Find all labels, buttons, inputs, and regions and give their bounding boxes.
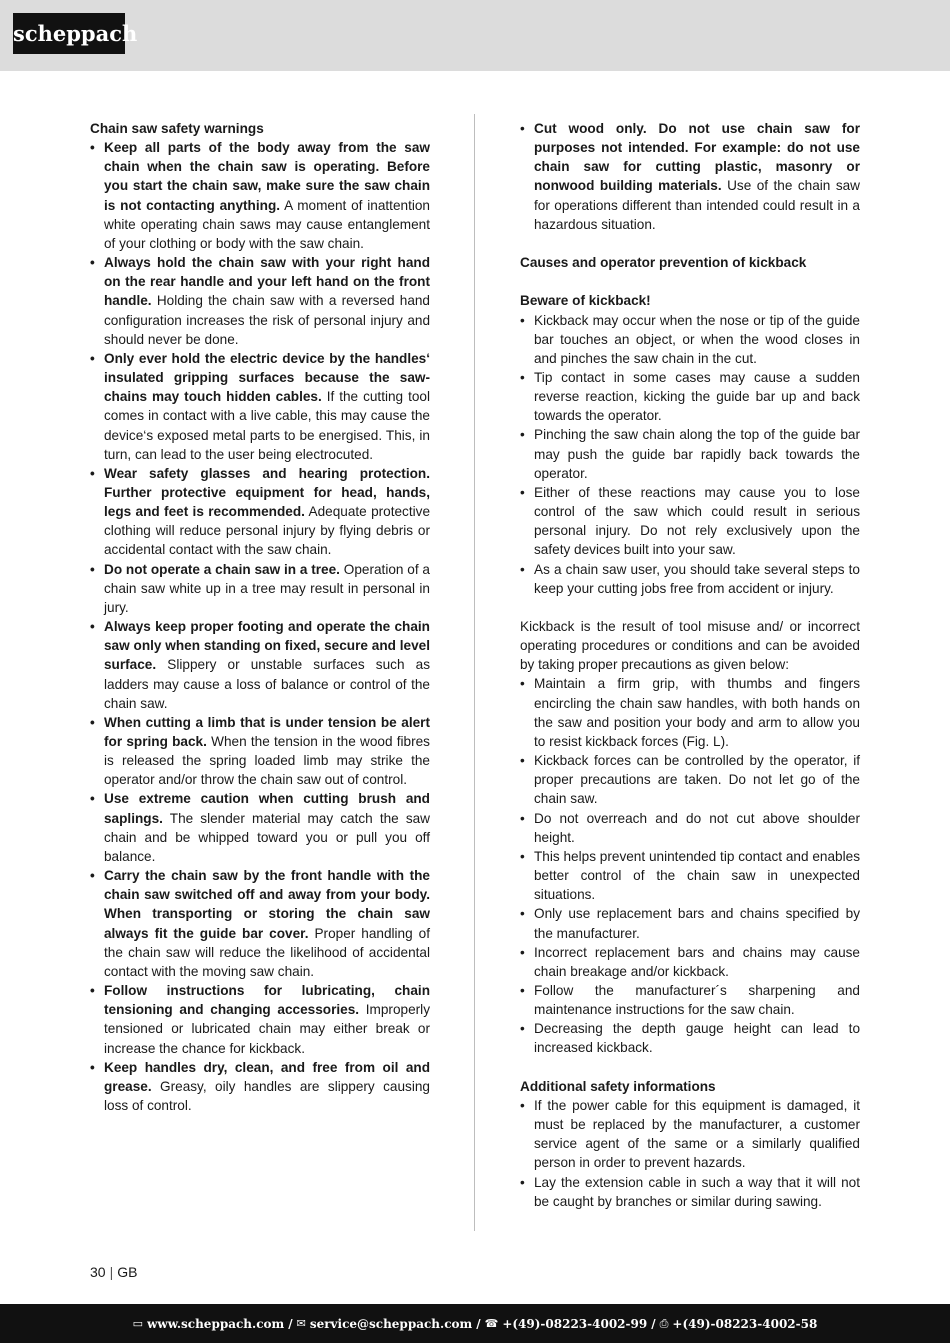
bullet-icon: • — [520, 1097, 525, 1113]
bullet-icon: • — [520, 982, 525, 998]
list-item — [90, 617, 430, 713]
item-bold-text: Only ever hold the electric device by the handles‘ insulated gripping surfaces because the saw-chains may touch hidden cables. — [104, 350, 430, 405]
item-text: If the power cable for this equipment is damaged, it must be replaced by the manufacturer, a customer service agent of the same or a similarly qualified person in order to prevent hazards. — [534, 1097, 860, 1171]
bullet-icon: • — [520, 906, 525, 922]
section-heading: Chain saw safety warnings — [90, 121, 264, 136]
fax-icon: ⎙ — [659, 1316, 669, 1330]
bullet-icon: • — [520, 1174, 525, 1190]
page-separator: | — [109, 1264, 114, 1280]
item-bold-text: Do not operate a chain saw in a tree. — [104, 561, 340, 577]
bullet-icon: • — [520, 370, 525, 385]
bullet-icon: • — [520, 561, 525, 577]
list-item — [90, 560, 430, 617]
footer-phone: +(49)-08223-4002-99 — [502, 1316, 648, 1331]
precaution-list — [520, 674, 860, 1057]
item-text: A moment of inattention white operating chain saws may cause entanglement of your clothing or body with the saw chain. — [104, 197, 430, 251]
footer-email[interactable]: service@scheppach.com — [309, 1316, 473, 1331]
list-item — [520, 560, 860, 598]
bullet-icon: • — [520, 848, 525, 864]
list-item — [520, 425, 860, 482]
section-heading: Causes and operator prevention of kickback — [520, 255, 807, 271]
list-item — [520, 904, 860, 942]
bullet-icon: • — [90, 714, 95, 730]
item-bold-text: Always hold the chain saw with your right hand on the rear handle and your left hand on the front handle. — [104, 255, 430, 309]
footer-separator: / — [476, 1316, 481, 1331]
list-item — [520, 1173, 860, 1211]
item-bold-text: Keep all parts of the body away from the saw chain when the chain saw is operating. Before you start the chain saw, make sure the saw chain is not contacting anything. — [104, 140, 430, 213]
item-text: Kickback forces can be controlled by the operator, if proper precautions are taken. Do not let go of the chain saw. — [534, 753, 860, 807]
list-item — [520, 751, 860, 808]
bullet-icon: • — [90, 255, 95, 271]
list-item — [520, 943, 860, 981]
item-text: This helps prevent unintended tip contact and enables better control of the chain saw in unexpected situations. — [534, 848, 860, 903]
bullet-icon: • — [520, 121, 525, 136]
item-text: Either of these reactions may cause you to lose control of the saw which could result in serious personal injury. Do not rely exclusively upon the safety devices built into your saw. — [534, 484, 860, 558]
bullet-icon: • — [90, 465, 95, 481]
list-item — [90, 866, 430, 981]
bullet-icon: • — [520, 753, 525, 769]
list-item — [520, 847, 860, 904]
kickback-list — [520, 311, 860, 598]
item-text: When the tension in the wood fibres is released the spring loaded limb may strike the operator and/or throw the chain saw out of control. — [104, 734, 430, 788]
brand-logo: scheppach — [13, 13, 125, 54]
list-item — [520, 981, 860, 1019]
item-text: Slippery or unstable surfaces such as ladders may cause a loss of balance or control of the chain saw. — [104, 657, 430, 711]
computer-icon: ▭ — [132, 1317, 144, 1330]
item-text: Follow the manufacturer´s sharpening and maintenance instructions for the saw chain. — [534, 982, 860, 1018]
list-item — [90, 1058, 430, 1115]
additional-list — [520, 1096, 860, 1211]
item-bold-text: Wear safety glasses and hearing protection. Further protective equipment for head, hands, legs and feet is recommended. — [104, 465, 430, 520]
item-text: Lay the extension cable in such a way that it will not be caught by branches or similar during sawing. — [534, 1174, 860, 1209]
footer-website[interactable]: www.scheppach.com — [147, 1316, 285, 1331]
list-item — [90, 789, 430, 866]
section-heading: Additional safety informations — [520, 1078, 716, 1094]
page-number — [90, 1264, 137, 1280]
item-bold-text: When cutting a limb that is under tension be alert for spring back. — [104, 714, 430, 749]
bullet-icon: • — [520, 427, 525, 443]
item-text: Tip contact in some cases may cause a sudden reverse reaction, kicking the guide bar up and back towards the operator. — [534, 370, 860, 424]
bullet-icon: • — [90, 561, 95, 577]
footer-separator: / — [288, 1316, 293, 1331]
item-text: Decreasing the depth gauge height can lead to increased kickback. — [534, 1021, 860, 1056]
item-text: Pinching the saw chain along the top of the guide bar may push the guide bar rapidly back towards the operator. — [534, 427, 860, 481]
item-text: Do not overreach and do not cut above shoulder height. — [534, 810, 860, 845]
list-item — [520, 311, 860, 368]
bullet-icon: • — [90, 350, 95, 366]
list-item — [520, 1019, 860, 1057]
list-item — [520, 483, 860, 560]
list-item — [520, 368, 860, 425]
bullet-icon: • — [90, 868, 95, 884]
footer-separator: / — [651, 1316, 656, 1331]
list-item — [520, 674, 860, 751]
bullet-icon: • — [90, 791, 95, 807]
item-text: Operation of a chain saw white up in a tree may result in personal in jury. — [104, 561, 430, 615]
item-bold-text: Follow instructions for lubricating, chain tensioning and changing accessories. — [104, 983, 430, 1018]
left-column — [90, 119, 430, 1115]
footer-fax: +(49)-08223-4002-58 — [672, 1316, 818, 1331]
list-item — [90, 464, 430, 560]
item-bold-text: Carry the chain saw by the front handle with the chain saw switched off and away from your body. When transporting or storing the chain saw always fit the guide bar cover. — [104, 868, 430, 941]
bullet-icon: • — [520, 944, 525, 960]
item-text: Adequate protective clothing will reduce personal injury by flying debris or accidental contact with the saw chain. — [104, 504, 431, 558]
mail-icon: ✉ — [296, 1317, 306, 1330]
list-item — [90, 253, 430, 349]
item-text: Kickback may occur when the nose or tip of the guide bar touches an object, or when the wood closes in and pinches the saw chain in the cut. — [534, 312, 860, 366]
section-heading: Beware of kickback! — [520, 293, 651, 309]
item-text: Use of the chain saw for operations different than intended could result in a hazardous situation. — [534, 178, 860, 232]
page-language: GB — [117, 1264, 138, 1280]
item-text: The slender material may catch the saw chain and be whipped toward you or pull you off balance. — [104, 810, 430, 864]
item-text: Greasy, oily handles are slippery causing loss of control. — [104, 1078, 430, 1113]
bullet-icon: • — [90, 140, 95, 156]
bullet-icon: • — [520, 484, 525, 500]
item-bold-text: Cut wood only. Do not use chain saw for purposes not intended. For example: do not use chain saw for cutting plastic, masonry or nonwood building materials. — [534, 121, 860, 194]
item-text: If the cutting tool comes in contact with a live cable, this may cause the device‘s exposed metal parts to be energised. This, in turn, can lead to the user being electrocuted. — [104, 389, 430, 462]
item-text: Proper handling of the chain saw will reduce the likelihood of accidental contact with the moving saw chain. — [104, 925, 430, 979]
item-text: As a chain saw user, you should take several steps to keep your cutting jobs free from accident or injury. — [534, 561, 860, 596]
column-divider — [474, 114, 475, 1231]
item-bold-text: Keep handles dry, clean, and free from oil and grease. — [104, 1059, 430, 1094]
item-text: Holding the chain saw with a reversed hand configuration increases the risk of personal injury and should never be done. — [104, 293, 430, 347]
bullet-icon: • — [520, 312, 525, 328]
right-column — [520, 119, 860, 1211]
bullet-icon: • — [520, 676, 525, 692]
paragraph: Kickback is the result of tool misuse and/ or incorrect operating procedures or conditions and can be avoided by taking proper precautions as given below: — [520, 619, 860, 673]
header-band — [0, 0, 950, 71]
list-item — [90, 138, 430, 253]
bullet-icon: • — [90, 619, 95, 635]
item-text: Only use replacement bars and chains specified by the manufacturer. — [534, 906, 860, 941]
bullet-icon: • — [520, 810, 525, 826]
item-text: Maintain a firm grip, with thumbs and fingers encircling the chain saw handles, with both hands on the saw and position your body and arm to allow you to resist kickback forces (Fig. L). — [534, 676, 860, 749]
list-item — [90, 981, 430, 1058]
list-item — [520, 119, 860, 234]
item-bold-text: Use extreme caution when cutting brush and saplings. — [104, 791, 430, 826]
bullet-icon: • — [90, 1059, 95, 1075]
item-text: Incorrect replacement bars and chains may cause chain breakage and/or kickback. — [534, 944, 860, 979]
item-text: Improperly tensioned or lubricated chain may either break or increase the chance for kickback. — [104, 1002, 430, 1056]
phone-icon: ☎ — [484, 1317, 499, 1330]
list-item — [90, 713, 430, 790]
item-bold-text: Always keep proper footing and operate the chain saw only when standing on fixed, secure and level surface. — [104, 619, 430, 673]
bullet-icon: • — [90, 983, 95, 999]
warning-list — [90, 138, 430, 1115]
footer-band — [0, 1304, 950, 1343]
page-number-value: 30 — [90, 1264, 106, 1280]
list-item — [90, 349, 430, 464]
bullet-icon: • — [520, 1021, 525, 1037]
list-item — [520, 809, 860, 847]
list-item — [520, 1096, 860, 1173]
